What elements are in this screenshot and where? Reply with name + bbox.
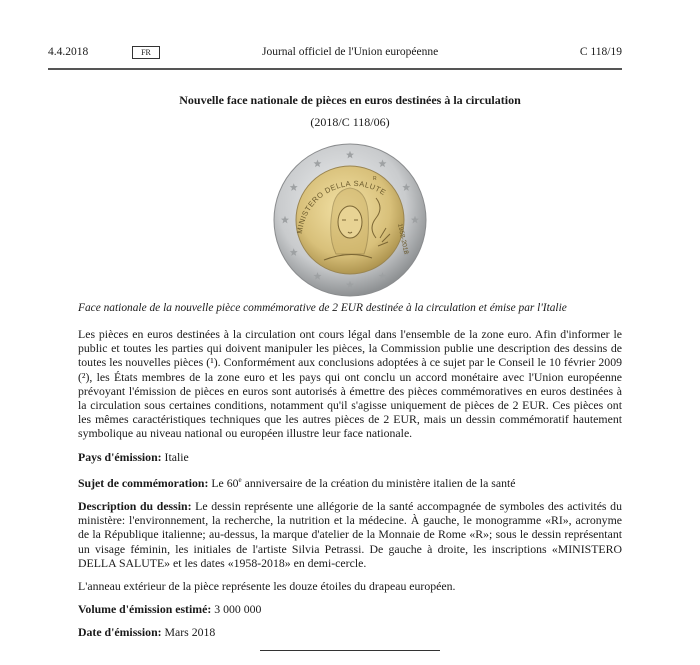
subject-label: Sujet de commémoration: [78, 475, 209, 490]
design-field [78, 499, 622, 570]
subject-value-pre: Le 60 [211, 475, 239, 490]
ring-description: L'anneau extérieur de la pièce représente les douze étoiles du drapeau européen. [78, 578, 456, 593]
document-title: Nouvelle face nationale de pièces en euros destinées à la circulation [179, 93, 521, 107]
volume-label: Volume d'émission estimé: [78, 602, 212, 617]
country-value: Italie [164, 449, 189, 464]
language-badge: FR [132, 46, 160, 59]
subject-value-post: anniversaire de la création du ministère italien de la santé [244, 475, 516, 490]
issue-date-value: Mars 2018 [164, 625, 216, 640]
publication-date: 4.4.2018 [48, 46, 89, 58]
journal-title: Journal officiel de l'Union européenne [262, 46, 439, 58]
page-header [48, 44, 622, 64]
page-reference: C 118/19 [579, 46, 622, 58]
coin-dates: 1958-2018 [396, 222, 410, 255]
country-label: Pays d'émission: [78, 449, 162, 464]
subject-value-sup: e [238, 475, 242, 484]
subject-field [78, 473, 622, 490]
volume-value: 3 000 000 [214, 602, 262, 617]
country-field [78, 450, 622, 464]
coin-caption: Face nationale de la nouvelle pièce commémorative de 2 EUR destinée à la circulation et émise par l'Italie [78, 302, 567, 314]
coin-mint-mark: R [373, 176, 377, 182]
footnote-divider [260, 650, 440, 651]
design-value: Le dessin représente une allégorie de la santé accompagnée de symboles des activités du ministère: l'environnement, la recherche, la nutrition et la médecine. À gauche, le monogramme «RI», acronyme de la République italienne; au-dessus, la marque d'atelier de la Monnaie de Rome «R»; sous le dessin représentant un visage féminin, les initiales de l'artiste Silvia Petrassi. De gauche à droite, les inscriptions «MINISTERO DELLA SALUTE» et les dates «1958-2018» en demi-cercle. [78, 498, 622, 570]
coin-image [272, 142, 428, 298]
design-label: Description du dessin: [78, 498, 192, 513]
document-body [78, 327, 622, 649]
issue-date-field [78, 625, 622, 639]
document-reference: (2018/C 118/06) [310, 115, 390, 129]
header-divider [48, 68, 622, 70]
volume-field [78, 602, 622, 616]
coin-inscription: MINISTERO DELLA SALUTE [294, 178, 388, 235]
issue-date-label: Date d'émission: [78, 625, 162, 640]
intro-paragraph: Les pièces en euros destinées à la circulation ont cours légal dans l'ensemble de la zone euro. Afin d'informer le public et toutes les parties qui doivent manipuler les pièces, la Commission publie une description des dessins de toutes les nouvelles pièces (¹). Conformément aux conclusions adoptées à ce sujet par le Conseil le 10 février 2009 (²), les États membres de la zone euro et les pays qui ont conclu un accord monétaire avec l'Union européenne prévoyant l'émission de pièces en euros sont autorisés à émettre des pièces commémoratives en euros destinées à la circulation sous certaines conditions, notamment qu'il s'agisse uniquement de pièces de 2 EUR. Ces pièces ont les mêmes caractéristiques techniques que les autres pièces de 2 EUR, mais un dessin commémoratif hautement symbolique au niveau national ou européen illustre leur face nationale. [78, 327, 622, 441]
